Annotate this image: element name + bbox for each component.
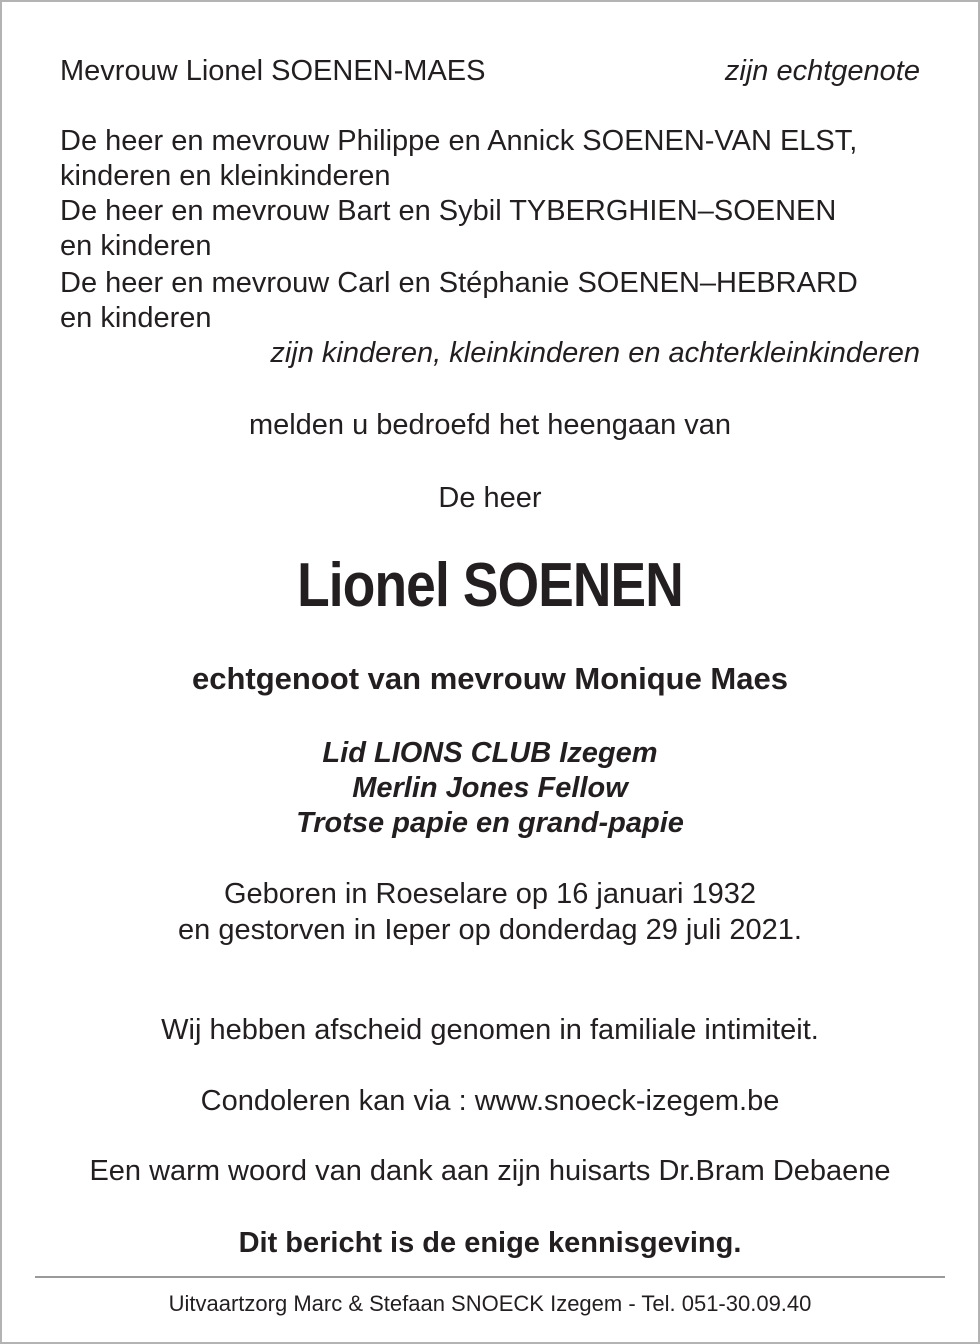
thanks-line: Een warm woord van dank aan zijn huisarts Dr.Bram Debaene xyxy=(89,1155,891,1187)
spouse-line: echtgenoot van mevrouw Monique Maes xyxy=(192,661,788,696)
spouse-name: Mevrouw Lionel SOENEN-MAES xyxy=(60,55,486,87)
death-line: en gestorven in Ieper op donderdag 29 juli 2021. xyxy=(178,914,802,946)
footer-divider xyxy=(35,1276,945,1278)
announcement: melden u bedroefd het heengaan van xyxy=(248,409,732,441)
condolence-line: Condoleren kan via : www.snoeck-izegem.be xyxy=(200,1085,780,1117)
family-role: zijn kinderen, kleinkinderen en achterkleinkinderen xyxy=(270,337,920,369)
footer-text: Uitvaartzorg Marc & Stefaan SNOECK Izegem - Tel. 051-30.09.40 xyxy=(168,1291,812,1316)
family-line-6: en kinderen xyxy=(60,302,212,334)
deceased-name: Lionel SOENEN xyxy=(297,551,683,620)
honor-line-2: Merlin Jones Fellow xyxy=(352,772,628,804)
family-line-2: kinderen en kleinkinderen xyxy=(60,160,391,192)
honorific: De heer xyxy=(438,482,542,514)
family-line-5: De heer en mevrouw Carl en Stéphanie SOENEN–HEBRARD xyxy=(60,267,858,299)
honor-line-3: Trotse papie en grand-papie xyxy=(296,807,684,839)
family-line-3: De heer en mevrouw Bart en Sybil TYBERGHIEN–SOENEN xyxy=(60,195,837,227)
notice-line: Dit bericht is de enige kennisgeving. xyxy=(238,1227,742,1259)
family-line-1: De heer en mevrouw Philippe en Annick SOENEN-VAN ELST, xyxy=(60,125,858,157)
birth-line: Geboren in Roeselare op 16 januari 1932 xyxy=(223,878,757,910)
farewell-line: Wij hebben afscheid genomen in familiale intimiteit. xyxy=(161,1014,819,1046)
honor-line-1: Lid LIONS CLUB Izegem xyxy=(322,737,658,769)
spouse-role: zijn echtgenote xyxy=(724,55,920,87)
family-line-4: en kinderen xyxy=(60,230,212,262)
